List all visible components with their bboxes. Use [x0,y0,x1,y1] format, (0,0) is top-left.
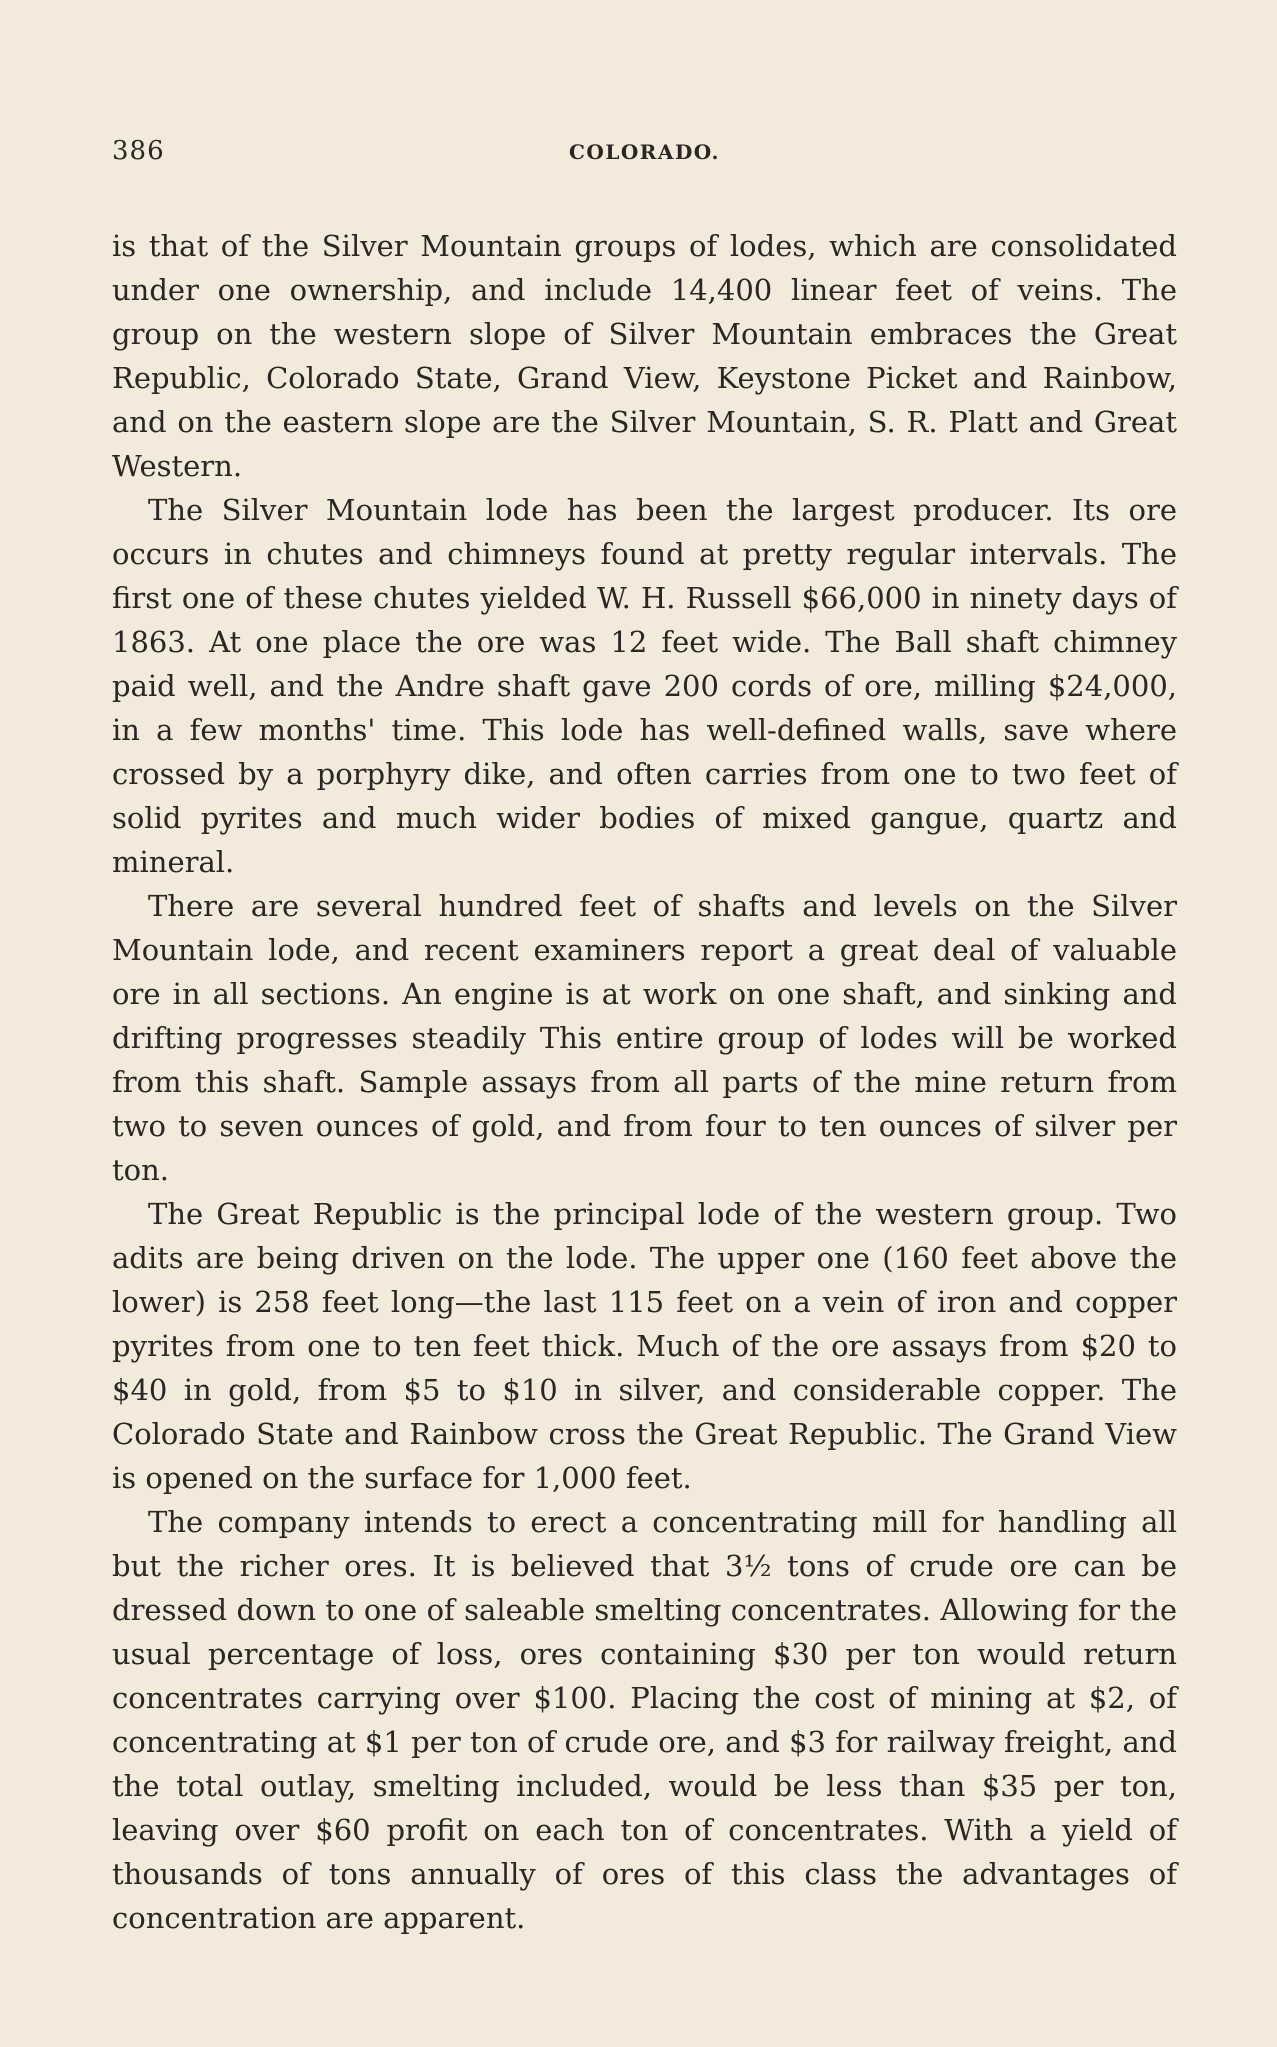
paragraph: The Great Republic is the principal lode of the western group. Two adits are being driven on the lode. The upper one (160 feet above the lower) is 258 feet long—the last 115 feet on a vein of iron and copper pyrites from one to ten feet thick. Much of the ore assays from $20 to $40 in gold, from $5 to $10 in silver, and considerable copper. The Colorado State and Rainbow cross the Great Republic. The Grand View is opened on the surface for 1,000 feet. [112,1197,1177,1495]
body-text [112,224,1177,1940]
paragraph: There are several hundred feet of shafts and levels on the Silver Mountain lode, and recent examiners report a great deal of valuable ore in all sections. An engine is at work on one shaft, and sinking and drifting progresses steadily This entire group of lodes will be worked from this shaft. Sample assays from all parts of the mine return from two to seven ounces of gold, and from four to ten ounces of silver per ton. [112,889,1177,1187]
paragraph: is that of the Silver Mountain groups of lodes, which are consolidated under one ownership, and include 14,400 linear feet of veins. The group on the western slope of Silver Mountain embraces the Great Republic, Colorado State, Grand View, Keystone Picket and Rainbow, and on the eastern slope are the Silver Mountain, S. R. Platt and Great Western. [112,229,1177,483]
page-number: 386 [112,136,165,166]
page-header [112,136,1177,172]
running-head: COLORADO. [568,140,721,164]
paragraph: The company intends to erect a concentrating mill for handling all but the richer ores. It is believed that 3½ tons of crude ore can be dressed down to one of saleable smelting concentrates. Allowing for the usual percentage of loss, ores containing $30 per ton would return concentrates carrying over $100. Placing the cost of mining at $2, of concentrating at $1 per ton of crude ore, and $3 for railway freight, and the total outlay, smelting included, would be less than $35 per ton, leaving over $60 profit on each ton of concentrates. With a yield of thousands of tons annually of ores of this class the advantages of concentration are apparent. [112,1505,1177,1935]
paragraph: The Silver Mountain lode has been the largest producer. Its ore occurs in chutes and chimneys found at pretty regular intervals. The first one of these chutes yielded W. H. Russell $66,000 in ninety days of 1863. At one place the ore was 12 feet wide. The Ball shaft chimney paid well, and the Andre shaft gave 200 cords of ore, milling $24,000, in a few months' time. This lode has well-defined walls, save where crossed by a porphyry dike, and often carries from one to two feet of solid pyrites and much wider bodies of mixed gangue, quartz and mineral. [112,493,1177,879]
